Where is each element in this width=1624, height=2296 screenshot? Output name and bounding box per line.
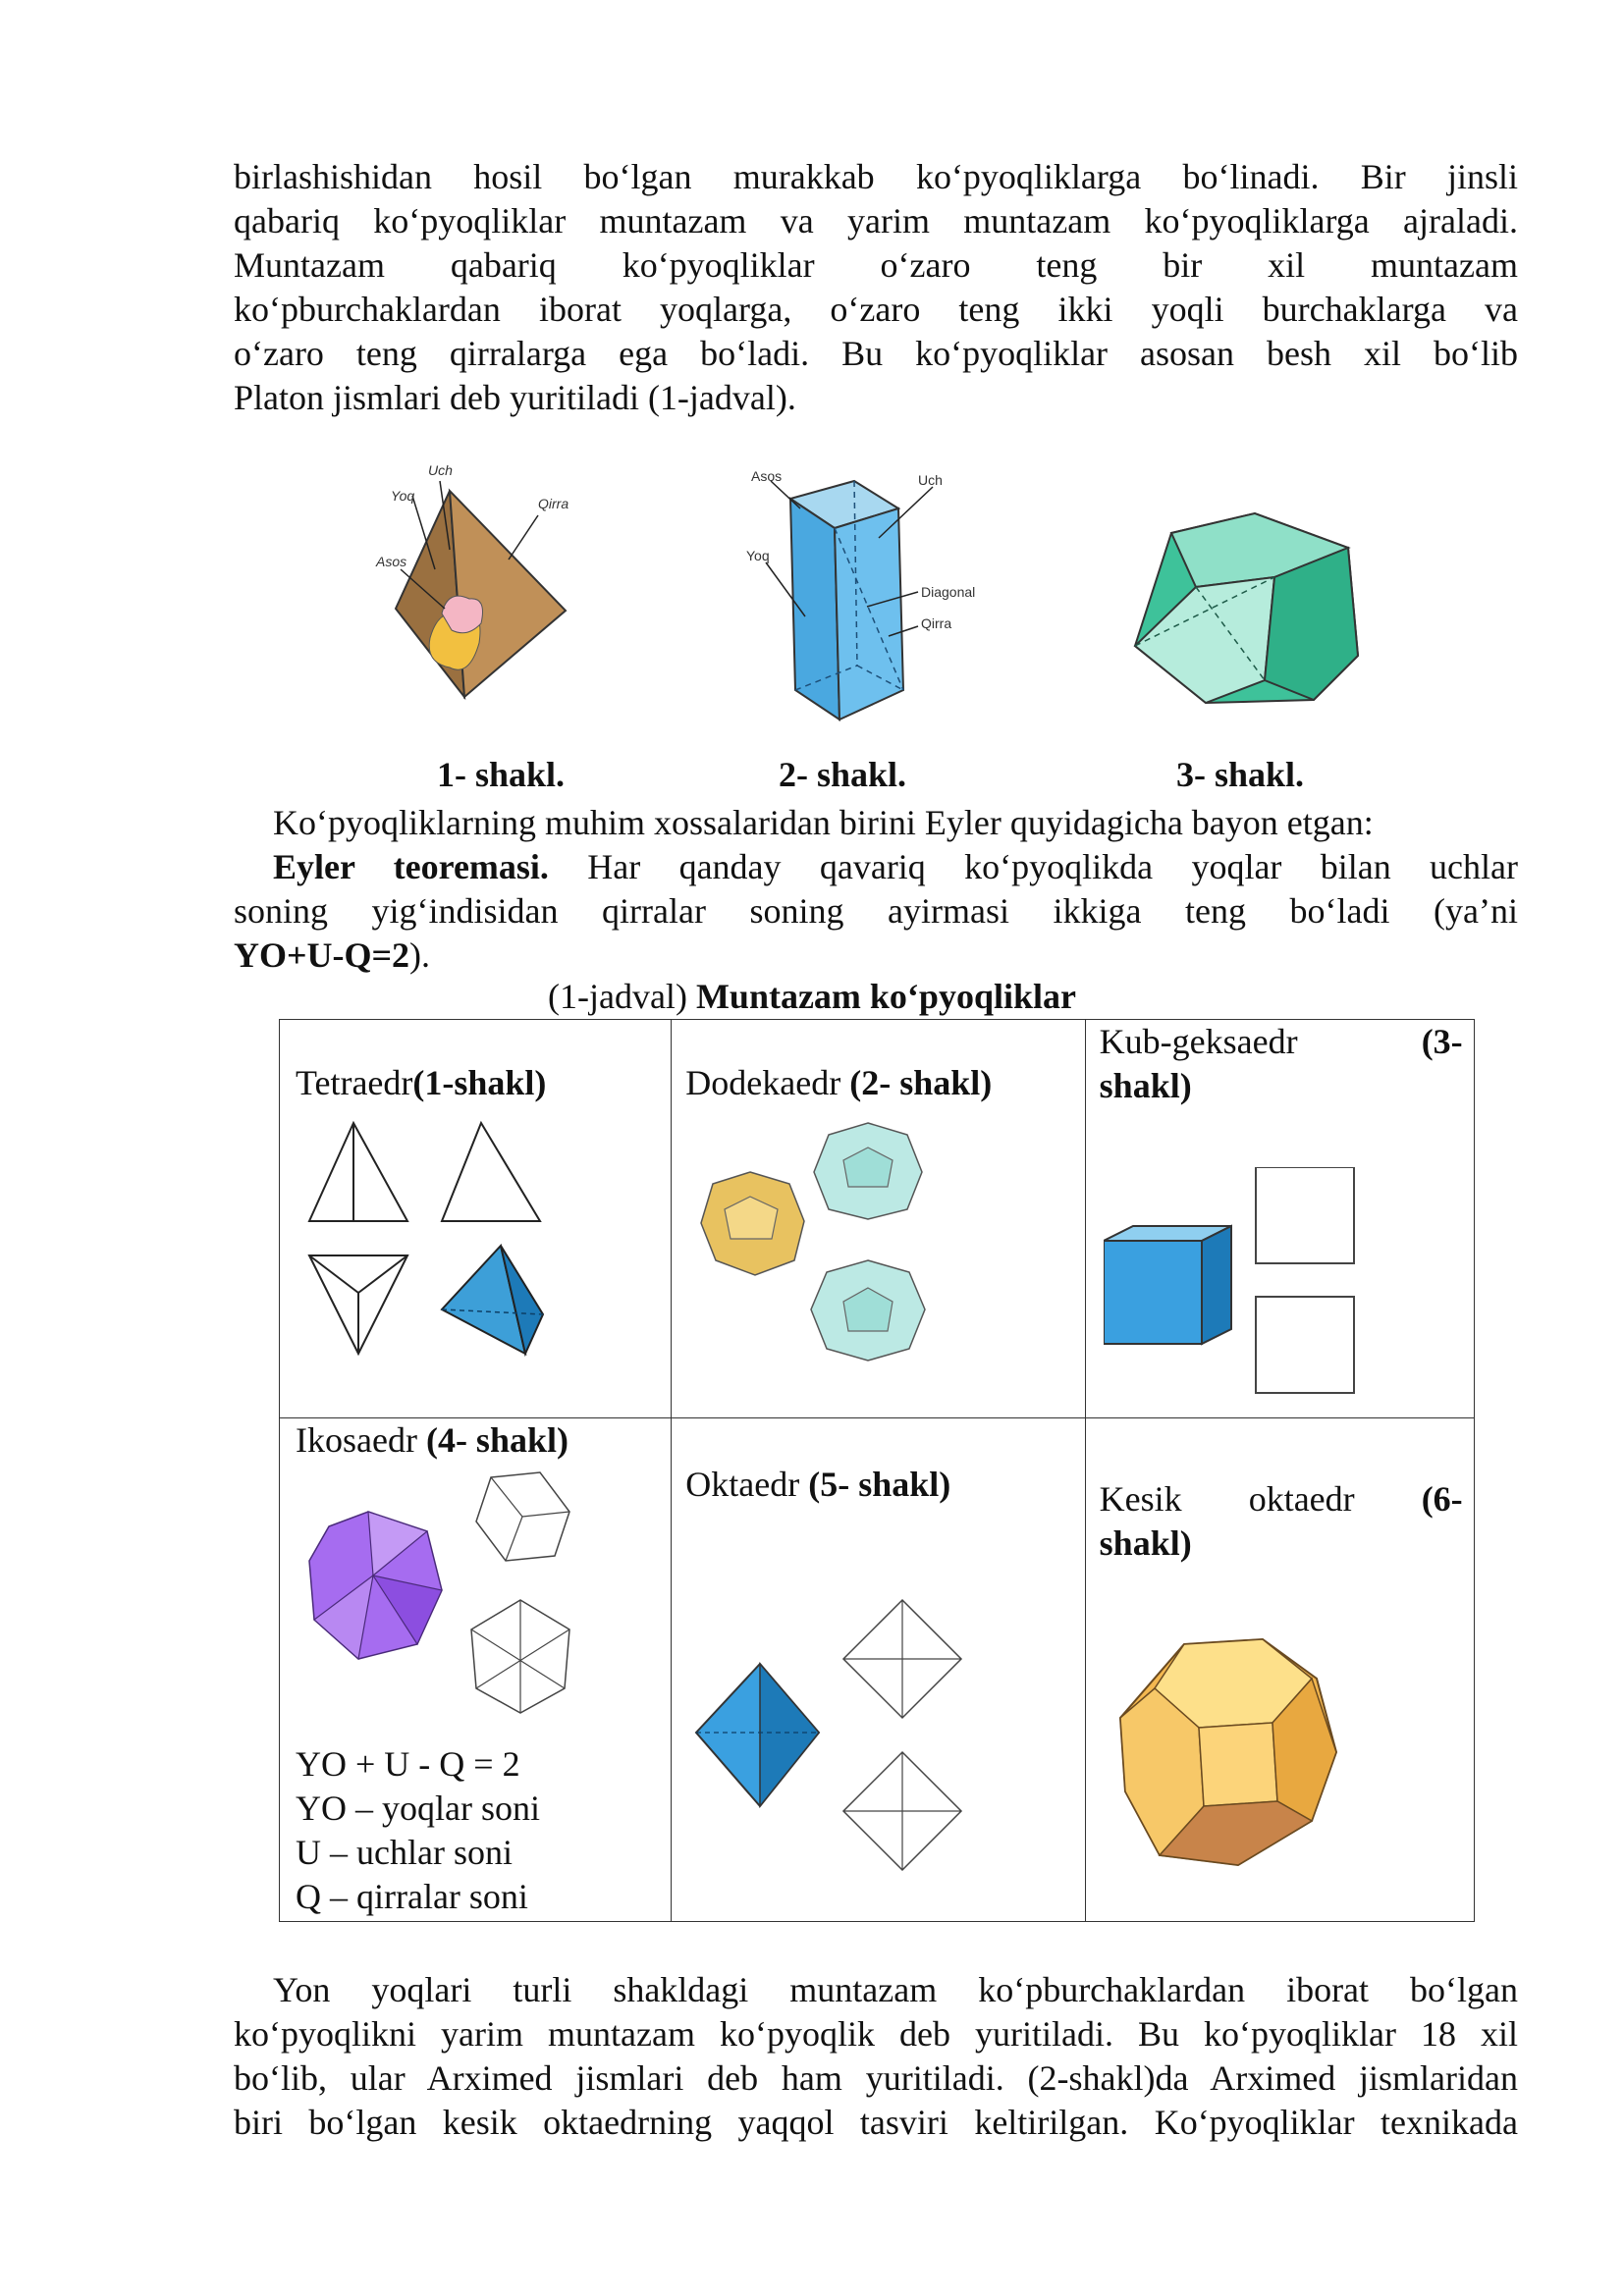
text-line [234, 934, 1518, 978]
legend-line: Q – qirralar soni [296, 1877, 528, 1916]
cube-icons [1104, 1167, 1359, 1403]
cell-name-cont: oktaedr [1248, 1479, 1355, 1519]
cell-shakl: (3- [1421, 1022, 1463, 1061]
cell-shakl: (4- shakl) [425, 1420, 568, 1460]
cell-shakl: (1-shakl) [412, 1063, 547, 1102]
cell-title [1100, 1477, 1463, 1566]
text-line: bo‘lib, ular Arximed jismlari deb ham yuritiladi. (2-shakl)da Arximed jismlaridan [234, 2058, 1518, 2098]
cell-name: Kub-geksaedr [1099, 1022, 1298, 1061]
cell-shakl: (6- [1421, 1479, 1463, 1519]
text-line: ko‘pburchaklardan iborat yoqlarga, o‘zaro teng ikki yoqli burchaklarga va [234, 290, 1518, 329]
text-line: Ko‘pyoqliklarning muhim xossalaridan birini Eyler quyidagicha bayon etgan: [273, 803, 1374, 842]
pyramid-figure [371, 461, 597, 717]
text-line: soning yig‘indisidan qirralar soning ayirmasi ikkiga teng bo‘ladi (ya’ni [234, 891, 1518, 931]
cell-shakl: (5- shakl) [808, 1465, 951, 1504]
legend-line: YO – yoqlar soni [296, 1789, 540, 1828]
cell-title [685, 1061, 992, 1105]
cell-shakl: (2- shakl) [849, 1063, 993, 1102]
cell-title [1100, 1020, 1463, 1108]
text-line [234, 845, 1518, 889]
prism-figure [741, 469, 997, 724]
fig2-label-uch: Uch [918, 472, 943, 488]
cell-name: Dodekaedr [685, 1063, 850, 1102]
table-caption-prefix: (1-jadval) [548, 977, 696, 1016]
octahedron-cell [672, 1418, 1085, 1922]
cell-title [296, 1061, 546, 1105]
text-line: ko‘pyoqlikni yarim muntazam ko‘pyoqlik deb yuritiladi. Bu ko‘pyoqliklar 18 xil [234, 2014, 1518, 2054]
text-line: Muntazam qabariq ko‘pyoqliklar o‘zaro teng bir xil muntazam [234, 245, 1518, 285]
cell-shakl-cont: shakl) [1099, 1066, 1192, 1105]
cell-title [685, 1463, 950, 1507]
fig1-label-qirra: Qirra [538, 496, 569, 511]
figure-caption-1: 1- shakl. [437, 755, 566, 794]
dodecahedron-cell [672, 1020, 1085, 1418]
fig2-label-yoq: Yoq [746, 548, 770, 563]
table-row [280, 1418, 1475, 1922]
cell-title [296, 1418, 568, 1463]
theorem-text: Har qanday qavariq ko‘pyoqlikda yoqlar bilan uchlar [548, 847, 1518, 886]
tetrahedron-icons [299, 1118, 555, 1363]
polyhedra-table [279, 1019, 1475, 1922]
fig2-label-qirra: Qirra [921, 615, 952, 631]
text-line: biri bo‘lgan kesik oktaedrning yaqqol tasviri keltirilgan. Ko‘pyoqliklar texnikada [234, 2103, 1518, 2142]
icosahedron-cell [280, 1418, 672, 1922]
figure-caption-3: 3- shakl. [1176, 755, 1305, 794]
cell-name: Ikosaedr [296, 1420, 426, 1460]
icosahedron-icons [304, 1468, 599, 1723]
theorem-title: Eyler teoremasi. [273, 847, 549, 886]
outro-paragraph [234, 1968, 1518, 2145]
dodecahedron-icons [691, 1113, 986, 1378]
fig1-label-yoq: Yoq [391, 488, 415, 504]
table-caption [0, 976, 1624, 1017]
text-line: Yon yoqlari turli shakldagi muntazam ko‘pburchaklardan iborat bo‘lgan [273, 1970, 1518, 2009]
cell-shakl-cont: shakl) [1099, 1523, 1192, 1563]
text-line: Platon jismlari deb yuritiladi (1-jadval). [234, 378, 796, 417]
cube-cell [1085, 1020, 1474, 1418]
table-caption-title: Muntazam ko‘pyoqliklar [695, 977, 1076, 1016]
tetrahedron-cell [280, 1020, 672, 1418]
figure-caption-2: 2- shakl. [779, 755, 907, 794]
intro-paragraph [234, 155, 1518, 420]
text-line: o‘zaro teng qirralarga ega bo‘ladi. Bu ko‘pyoqliklar asosan besh xil bo‘lib [234, 334, 1518, 373]
formula-end: ). [409, 935, 431, 975]
octahedron-icons [691, 1595, 986, 1890]
table-row [280, 1020, 1475, 1418]
text-line: birlashishidan hosil bo‘lgan murakkab ko‘pyoqliklarga bo‘linadi. Bir jinsli [234, 157, 1518, 196]
fig2-label-diagonal: Diagonal [921, 584, 976, 600]
fig2-label-asos: Asos [751, 469, 783, 484]
truncated-prism-figure [1127, 508, 1363, 705]
cell-name: Tetraedr [296, 1063, 413, 1102]
fig1-label-uch: Uch [428, 462, 453, 478]
legend-line: YO + U - Q = 2 [296, 1744, 520, 1784]
euler-legend [296, 1742, 540, 1919]
cell-name: Kesik [1099, 1479, 1182, 1519]
truncated-octahedron-icon [1115, 1634, 1361, 1880]
truncated-octahedron-cell [1085, 1418, 1474, 1922]
cell-name: Oktaedr [685, 1465, 809, 1504]
euler-formula: YO+U-Q=2 [234, 935, 410, 975]
euler-paragraph [234, 801, 1518, 978]
legend-line: U – uchlar soni [296, 1833, 513, 1872]
text-line: qabariq ko‘pyoqliklar muntazam va yarim muntazam ko‘pyoqliklarga ajraladi. [234, 201, 1518, 240]
fig1-label-asos: Asos [376, 554, 407, 569]
